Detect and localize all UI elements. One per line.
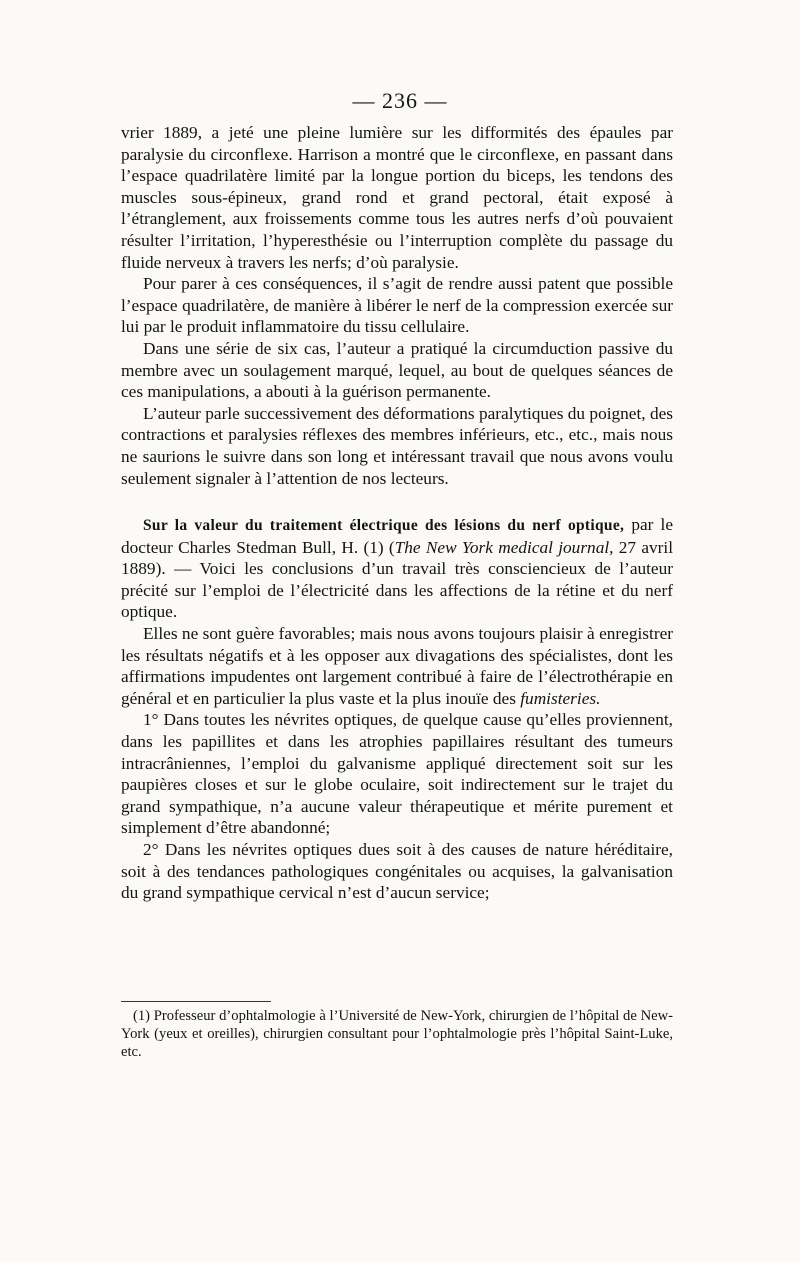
footnote: (1) Professeur d’ophtalmologie à l’Université de New-York, chirurgien de l’hôpital de New-York (yeux et oreilles), chirurgien consultant pour l’ophtalmologie près l’hôpital Saint-Luke, etc. — [121, 1008, 673, 1060]
paragraph: Dans une série de six cas, l’auteur a pratiqué la circumduction passive du membre avec un soulagement marqué, lequel, au bout de quelques séances de ces manipulations, a abouti à la guérison permanente. — [121, 338, 673, 402]
paragraph — [121, 623, 673, 709]
conclusion-item-1: 1° Dans toutes les névrites optiques, de quelque cause qu’elles proviennent, dans les papillites et dans les atrophies papillaires résultant des tumeurs intracrâniennes, l’emploi du galvanisme appliqué directement soit sur les paupières closes et sur le globe oculaire, soit indirectement sur le trajet du grand sympathique, n’a aucune valeur thérapeutique et mérite purement et simplement d’être abandonné; — [121, 710, 673, 838]
paragraph-text: Elles ne sont guère favorables; mais nous avons toujours plaisir à enregistrer les résultats négatifs et à les opposer aux divagations des spécialistes, dont les affirmations impudentes ont largement contribué à faire de l’électrothérapie en général et en particulier la plus vaste et la plus inouïe des — [121, 624, 673, 708]
paragraph: Pour parer à ces conséquences, il s’agit de rendre aussi patent que possible l’espace quadrilatère, de manière à libérer le nerf de la compression exercée sur lui par le produit inflammatoire du tissu cellulaire. — [121, 274, 673, 337]
conclusion-item-2: 2° Dans les névrites optiques dues soit à des causes de nature héréditaire, soit à des tendances pathologiques congénitales ou acquises, la galvanisation du grand sympathique cervical n’est d’aucun service; — [121, 840, 673, 903]
page-number: — 236 — — [352, 88, 448, 113]
paragraph-continuation: vrier 1889, a jeté une pleine lumière sur les difformités des épaules par paralysie du circonflexe. Harrison a montré que le circonflexe, en passant dans l’espace quadrilatère limité par la longue portion du biceps, les tendons des muscles sous-épineux, grand rond et grand pectoral, était exposé à l’étranglement, aux froissements comme tous les autres nerfs d’où pouvaient résulter l’irritation, l’hyperesthésie ou l’interruption complète du passage du fluide nerveux à travers les nerfs; d’où paralysie. — [121, 123, 673, 272]
article-author: par le docteur Charles Stedman Bull, H. (1) ( — [121, 515, 674, 557]
journal-title: The New York medical journal, — [394, 537, 614, 557]
footnote-divider — [121, 1001, 271, 1002]
article-citation-rest: 27 avril 1889). — Voici les conclusions d’un travail très consciencieux de l’auteur précité sur l’emploi de l’électricité dans les affections de la rétine et du nerf optique. — [121, 537, 673, 622]
article-section — [121, 514, 673, 904]
body-text — [121, 122, 673, 904]
article-heading: Sur la valeur du traitement électrique des lésions du nerf optique, — [143, 517, 625, 535]
paragraph: L’auteur parle successivement des déformations paralytiques du poignet, des contractions et paralysies réflexes des membres inférieurs, etc., etc., mais nous ne saurions le suivre dans son long et intéressant travail que nous avons voulu seulement signaler à l’attention de nos lecteurs. — [121, 403, 673, 488]
article-intro — [121, 514, 673, 623]
emphasis-text: fumisteries. — [520, 688, 601, 708]
